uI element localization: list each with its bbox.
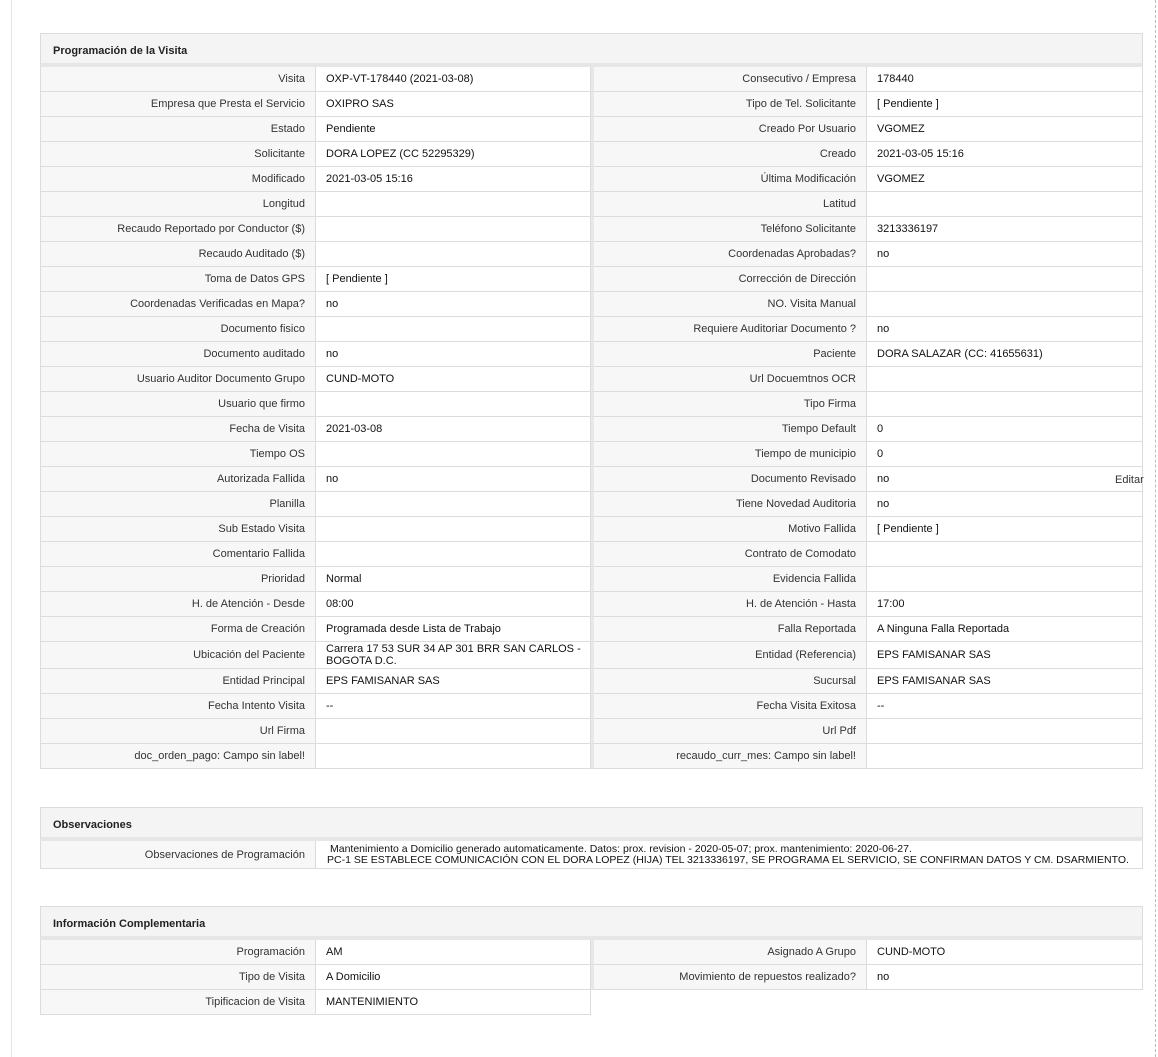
field-label: Autorizada Fallida xyxy=(40,467,316,492)
field-value: no xyxy=(867,467,1143,492)
field-label: Falla Reportada xyxy=(591,617,867,642)
field-value: [ Pendiente ] xyxy=(867,517,1143,542)
field-value xyxy=(867,542,1143,567)
field-label: Documento auditado xyxy=(40,342,316,367)
field-value: [ Pendiente ] xyxy=(867,92,1143,117)
field-value xyxy=(316,217,591,242)
field-value: -- xyxy=(867,694,1143,719)
field-label: NO. Visita Manual xyxy=(591,292,867,317)
field-label: Prioridad xyxy=(40,567,316,592)
complementaria-title: Información Complementaria xyxy=(40,906,1143,940)
field-label: Url Firma xyxy=(40,719,316,744)
field-label: Movimiento de repuestos realizado? xyxy=(591,965,867,990)
field-value: EPS FAMISANAR SAS xyxy=(867,642,1143,669)
table-row xyxy=(40,617,1143,642)
field-value xyxy=(316,542,591,567)
field-value: 17:00 xyxy=(867,592,1143,617)
observaciones-row xyxy=(40,841,1143,869)
edit-link[interactable]: Editar xyxy=(1115,474,1144,486)
field-label: Empresa que Presta el Servicio xyxy=(40,92,316,117)
table-row xyxy=(40,965,1143,990)
field-label: Entidad Principal xyxy=(40,669,316,694)
field-label: Creado Por Usuario xyxy=(591,117,867,142)
field-value: DORA SALAZAR (CC: 41655631) xyxy=(867,342,1143,367)
field-value xyxy=(867,292,1143,317)
table-row xyxy=(40,142,1143,167)
table-row xyxy=(40,317,1143,342)
table-row xyxy=(40,517,1143,542)
table-row xyxy=(40,192,1143,217)
field-label: Estado xyxy=(40,117,316,142)
field-label: Tipo de Tel. Solicitante xyxy=(591,92,867,117)
field-value: EPS FAMISANAR SAS xyxy=(316,669,591,694)
field-value: 08:00 xyxy=(316,592,591,617)
field-value: OXIPRO SAS xyxy=(316,92,591,117)
field-label: Tipificacion de Visita xyxy=(40,990,316,1015)
field-label: Recaudo Reportado por Conductor ($) xyxy=(40,217,316,242)
field-value xyxy=(867,744,1143,769)
field-label: H. de Atención - Desde xyxy=(40,592,316,617)
table-row xyxy=(40,542,1143,567)
table-row xyxy=(40,492,1143,517)
field-label: Tiempo Default xyxy=(591,417,867,442)
field-label: Ubicación del Paciente xyxy=(40,642,316,669)
table-row xyxy=(40,217,1143,242)
field-value: AM xyxy=(316,940,591,965)
field-value: no xyxy=(867,242,1143,267)
field-label: Asignado A Grupo xyxy=(591,940,867,965)
table-row xyxy=(40,417,1143,442)
table-row xyxy=(40,392,1143,417)
field-value: 2021-03-05 15:16 xyxy=(316,167,591,192)
field-label: doc_orden_pago: Campo sin label! xyxy=(40,744,316,769)
field-value xyxy=(316,317,591,342)
table-row xyxy=(40,367,1143,392)
field-value: 2021-03-08 xyxy=(316,417,591,442)
field-label: Sub Estado Visita xyxy=(40,517,316,542)
field-label: Corrección de Dirección xyxy=(591,267,867,292)
observaciones-value xyxy=(316,841,1143,869)
field-value: no xyxy=(316,467,591,492)
table-row xyxy=(40,990,1143,1015)
observaciones-title: Observaciones xyxy=(40,807,1143,841)
field-label: Url Pdf xyxy=(591,719,867,744)
field-value: 2021-03-05 15:16 xyxy=(867,142,1143,167)
field-value: no xyxy=(867,492,1143,517)
field-label: Documento Revisado xyxy=(591,467,867,492)
table-row xyxy=(40,567,1143,592)
field-label: Paciente xyxy=(591,342,867,367)
field-label: recaudo_curr_mes: Campo sin label! xyxy=(591,744,867,769)
field-value xyxy=(867,192,1143,217)
field-value: -- xyxy=(316,694,591,719)
field-label: Fecha Visita Exitosa xyxy=(591,694,867,719)
observaciones-line-2: PC-1 SE ESTABLECE COMUNICACIÓN CON EL DORA LOPEZ (HIJA) TEL 3213336197, SE PROGRAMA EL SERVICIO, SE CONFIRMAN DATOS Y CM. DSARMIENTO. xyxy=(327,853,1129,866)
observaciones-line-1: Mantenimiento a Domicilio generado automaticamente. Datos: prox. revision - 2020-05-07; prox. mantenimiento: 2020-06-27. xyxy=(330,842,912,855)
field-value xyxy=(867,719,1143,744)
field-value: no xyxy=(867,965,1143,990)
field-value: A Domicilio xyxy=(316,965,591,990)
table-row xyxy=(40,467,1143,492)
table-row xyxy=(40,342,1143,367)
field-label: Motivo Fallida xyxy=(591,517,867,542)
field-value xyxy=(316,392,591,417)
programacion-panel xyxy=(40,33,1143,769)
table-row xyxy=(40,267,1143,292)
observaciones-panel xyxy=(40,807,1143,869)
table-row xyxy=(40,592,1143,617)
table-row xyxy=(40,67,1143,92)
complementaria-table xyxy=(40,940,1143,1015)
table-row xyxy=(40,669,1143,694)
field-value xyxy=(316,192,591,217)
field-value: Pendiente xyxy=(316,117,591,142)
field-label: Visita xyxy=(40,67,316,92)
field-label: Consecutivo / Empresa xyxy=(591,67,867,92)
field-label: Url Docuemtnos OCR xyxy=(591,367,867,392)
field-value: A Ninguna Falla Reportada xyxy=(867,617,1143,642)
field-label: Fecha de Visita xyxy=(40,417,316,442)
resize-divider[interactable] xyxy=(1155,0,1156,1057)
field-value: EPS FAMISANAR SAS xyxy=(867,669,1143,694)
field-value xyxy=(867,392,1143,417)
field-label: Teléfono Solicitante xyxy=(591,217,867,242)
field-value: VGOMEZ xyxy=(867,117,1143,142)
field-label: Tiempo de municipio xyxy=(591,442,867,467)
field-label: Tiene Novedad Auditoria xyxy=(591,492,867,517)
field-label: Creado xyxy=(591,142,867,167)
field-value: DORA LOPEZ (CC 52295329) xyxy=(316,142,591,167)
field-value: no xyxy=(316,292,591,317)
observaciones-label: Observaciones de Programación xyxy=(40,841,316,869)
table-row xyxy=(40,242,1143,267)
table-row xyxy=(40,92,1143,117)
field-label: Última Modificación xyxy=(591,167,867,192)
field-label: Evidencia Fallida xyxy=(591,567,867,592)
table-row xyxy=(40,167,1143,192)
field-value xyxy=(316,492,591,517)
field-value: no xyxy=(867,317,1143,342)
field-value xyxy=(316,242,591,267)
field-label: Fecha Intento Visita xyxy=(40,694,316,719)
field-value xyxy=(867,267,1143,292)
field-label: Programación xyxy=(40,940,316,965)
field-value: 3213336197 xyxy=(867,217,1143,242)
field-label: Forma de Creación xyxy=(40,617,316,642)
field-label: Usuario Auditor Documento Grupo xyxy=(40,367,316,392)
field-label: Modificado xyxy=(40,167,316,192)
field-label: Documento fisico xyxy=(40,317,316,342)
table-row xyxy=(40,744,1143,769)
table-row xyxy=(40,719,1143,744)
field-label: Latitud xyxy=(591,192,867,217)
field-label: Planilla xyxy=(40,492,316,517)
field-value: no xyxy=(316,342,591,367)
field-label: Longitud xyxy=(40,192,316,217)
table-row xyxy=(40,940,1143,965)
field-label: Requiere Auditoriar Documento ? xyxy=(591,317,867,342)
field-value: Carrera 17 53 SUR 34 AP 301 BRR SAN CARLOS - BOGOTA D.C. xyxy=(316,642,591,669)
table-row xyxy=(40,292,1143,317)
field-label: Entidad (Referencia) xyxy=(591,642,867,669)
field-value xyxy=(867,367,1143,392)
field-label: Contrato de Comodato xyxy=(591,542,867,567)
programacion-title: Programación de la Visita xyxy=(40,33,1143,67)
table-row xyxy=(40,117,1143,142)
programacion-table xyxy=(40,67,1143,769)
field-label: Coordenadas Verificadas en Mapa? xyxy=(40,292,316,317)
field-value: CUND-MOTO xyxy=(867,940,1143,965)
field-value: Programada desde Lista de Trabajo xyxy=(316,617,591,642)
field-value xyxy=(316,744,591,769)
field-value: VGOMEZ xyxy=(867,167,1143,192)
field-value xyxy=(316,442,591,467)
field-value: [ Pendiente ] xyxy=(316,267,591,292)
field-value: 0 xyxy=(867,442,1143,467)
field-value: MANTENIMIENTO xyxy=(316,990,591,1015)
field-value: 178440 xyxy=(867,67,1143,92)
field-label: Usuario que firmo xyxy=(40,392,316,417)
field-value: Normal xyxy=(316,567,591,592)
field-label: Tiempo OS xyxy=(40,442,316,467)
field-label: Sucursal xyxy=(591,669,867,694)
field-label: Coordenadas Aprobadas? xyxy=(591,242,867,267)
field-value xyxy=(867,567,1143,592)
field-label: Tipo Firma xyxy=(591,392,867,417)
field-value: CUND-MOTO xyxy=(316,367,591,392)
field-label: Toma de Datos GPS xyxy=(40,267,316,292)
field-value xyxy=(316,517,591,542)
table-row xyxy=(40,642,1143,669)
field-label: H. de Atención - Hasta xyxy=(591,592,867,617)
field-label: Recaudo Auditado ($) xyxy=(40,242,316,267)
table-row xyxy=(40,694,1143,719)
table-row xyxy=(40,442,1143,467)
field-label: Comentario Fallida xyxy=(40,542,316,567)
complementaria-panel xyxy=(40,906,1143,1015)
field-label: Tipo de Visita xyxy=(40,965,316,990)
field-value: 0 xyxy=(867,417,1143,442)
field-value xyxy=(316,719,591,744)
field-label: Solicitante xyxy=(40,142,316,167)
field-value: OXP-VT-178440 (2021-03-08) xyxy=(316,67,591,92)
